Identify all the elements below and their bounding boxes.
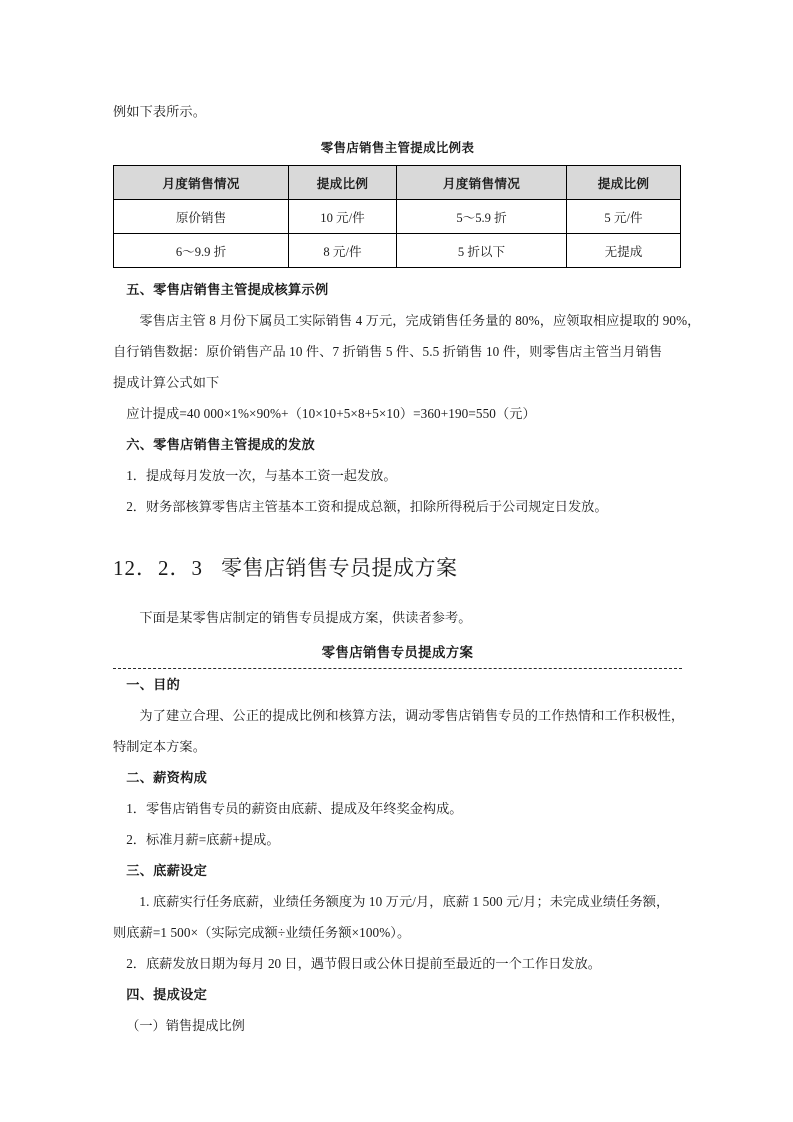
plan-section-one-line-1: 为了建立合理、公正的提成比例和核算方法，调动零售店销售专员的工作热情和工作积极性，: [139, 708, 685, 723]
section-five-formula: 应计提成=40 000×1%×90%+（10×10+5×8+5×10）=360+190=550（元）: [126, 406, 536, 421]
table-cell: 5～5.9 折: [397, 200, 567, 234]
table-header-cell: 提成比例: [567, 166, 681, 200]
table-header-cell: 提成比例: [289, 166, 397, 200]
table-caption: 零售店销售主管提成比例表: [320, 141, 475, 155]
plan-section-three-item-2: 2．底薪发放日期为每月 20 日，遇节假日或公休日提前至最近的一个工作日发放。: [126, 956, 601, 971]
chapter-title: 零售店销售专员提成方案: [221, 556, 458, 580]
page-title: [113, 548, 682, 588]
heading-section-five: 五、零售店销售主管提成核算示例: [126, 282, 329, 297]
table-row: [114, 200, 681, 234]
table-cell: 原价销售: [114, 200, 289, 234]
plan-section-three-item-1-line-2: 则底薪=1 500×（实际完成额÷业绩任务额×100%）。: [113, 925, 411, 940]
heading-section-six: 六、零售店销售主管提成的发放: [126, 437, 316, 452]
plan-section-two-item-2: 2．标准月薪=底薪+提成。: [126, 832, 280, 847]
table-cell: 无提成: [567, 234, 681, 268]
section-five-line-3: 提成计算公式如下: [113, 375, 220, 390]
spacer: [113, 588, 682, 602]
section-five-line-2: 自行销售数据：原价销售产品 10 件、7 折销售 5 件、5.5 折销售 10 件，则零售店主管当月销售: [113, 344, 663, 359]
chapter-lead-in: 下面是某零售店制定的销售专员提成方案，供读者参考。: [139, 610, 472, 625]
heading-plan-section-four: 四、提成设定: [126, 987, 208, 1002]
table-cell: 5 折以下: [397, 234, 567, 268]
heading-plan-section-two: 二、薪资构成: [126, 770, 208, 785]
table-cell: 6～9.9 折: [114, 234, 289, 268]
plan-section-two-item-1: 1．零售店销售专员的薪资由底薪、提成及年终奖金构成。: [126, 801, 463, 816]
chapter-number: 12．2．3: [113, 556, 203, 580]
page-content: [113, 96, 701, 1041]
table-header-cell: 月度销售情况: [397, 166, 567, 200]
table-cell: 5 元/件: [567, 200, 681, 234]
spacer: [113, 522, 682, 548]
heading-plan-section-one: 一、目的: [126, 677, 181, 692]
table-cell: 8 元/件: [289, 234, 397, 268]
plan-section-one-line-2: 特制定本方案。: [113, 739, 207, 754]
table-cell: 10 元/件: [289, 200, 397, 234]
intro-paragraph: 例如下表所示。: [113, 104, 207, 119]
table-header-row: [114, 166, 681, 200]
table-header-cell: 月度销售情况: [114, 166, 289, 200]
plan-section-three-item-1-line-1: 1. 底薪实行任务底薪，业绩任务额度为 10 万元/月，底薪 1 500 元/月；未完成业绩任务额，: [139, 894, 670, 909]
plan-section-four-sub-1: （一）销售提成比例: [126, 1018, 245, 1033]
section-five-line-1: 零售店主管 8 月份下属员工实际销售 4 万元，完成销售任务量的 80%，应领取相应提取的 90%，: [139, 313, 701, 328]
plan-title: 零售店销售专员提成方案: [321, 645, 474, 660]
section-six-item-2: 2．财务部核算零售店主管基本工资和提成总额，扣除所得税后于公司规定日发放。: [126, 499, 608, 514]
table-row: [114, 234, 681, 268]
heading-plan-section-three: 三、底薪设定: [126, 863, 208, 878]
commission-rate-table: [113, 165, 681, 268]
section-six-item-1: 1．提成每月发放一次，与基本工资一起发放。: [126, 468, 397, 483]
